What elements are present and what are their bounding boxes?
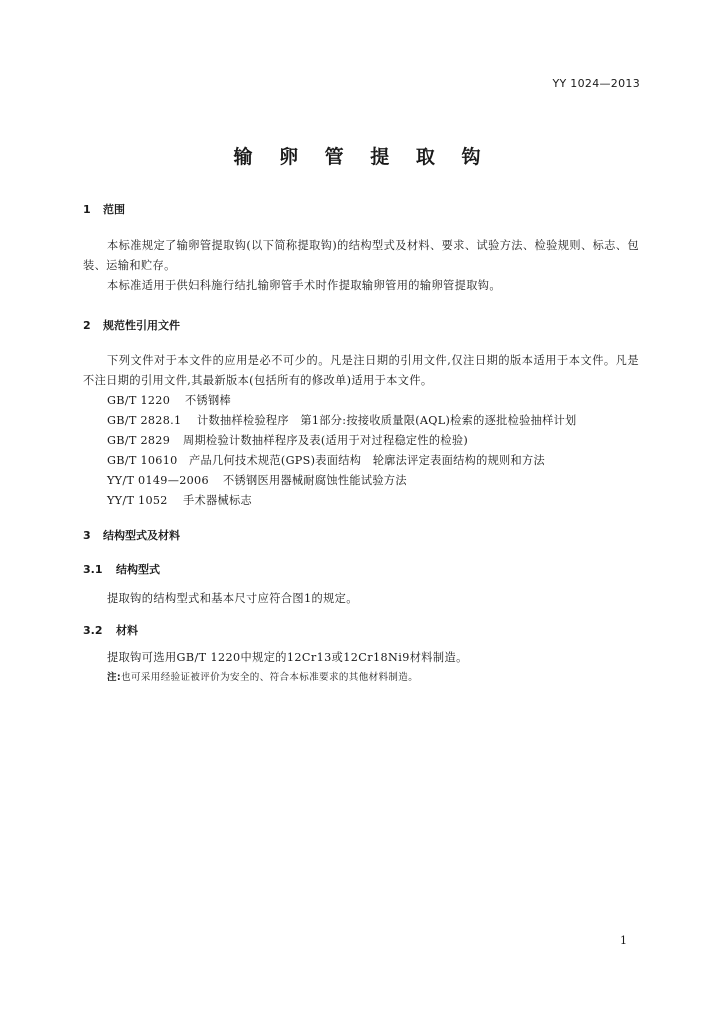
section-1-heading — [83, 201, 125, 217]
page-number: 1 — [620, 934, 627, 947]
section-1-paragraph-2: 本标准适用于供妇科施行结扎输卵管手术时作提取输卵管用的输卵管提取钩。 — [107, 279, 501, 292]
note-label: 注: — [107, 672, 122, 683]
standard-number: YY 1024—2013 — [552, 77, 640, 90]
note-text: 也可采用经验证被评价为安全的、符合本标准要求的其他材料制造。 — [121, 672, 419, 683]
section-1-paragraph-1: 本标准规定了输卵管提取钩(以下简称提取钩)的结构型式及材料、要求、试验方法、检验规则、标志、包装、运输和贮存。 — [83, 239, 639, 272]
reference-item — [107, 411, 577, 431]
section-2-heading — [83, 317, 180, 333]
reference-title: 产品几何技术规范(GPS)表面结构 轮廓法评定表面结构的规则和方法 — [189, 454, 546, 467]
reference-code: YY/T 0149—2006 — [107, 474, 209, 487]
material-note — [107, 669, 418, 683]
reference-code: GB/T 2828.1 — [107, 414, 182, 427]
reference-item — [107, 471, 407, 491]
subsection-title: 材料 — [116, 624, 138, 637]
section-title: 结构型式及材料 — [103, 529, 180, 542]
reference-code: GB/T 10610 — [107, 454, 178, 467]
reference-item — [107, 451, 545, 471]
section-3-heading — [83, 527, 180, 543]
reference-title: 计数抽样检验程序 第1部分:按接收质量限(AQL)检索的逐批检验抽样计划 — [197, 414, 577, 427]
subsection-title: 结构型式 — [116, 563, 160, 576]
section-2-intro: 下列文件对于本文件的应用是必不可少的。凡是注日期的引用文件,仅注日期的版本适用于本文件。凡是不注日期的引用文件,其最新版本(包括所有的修改单)适用于本文件。 — [83, 354, 639, 387]
reference-item — [107, 391, 231, 411]
reference-item — [107, 491, 252, 511]
subsection-number: 3.2 — [83, 624, 103, 637]
reference-code: YY/T 1052 — [107, 494, 168, 507]
section-number: 2 — [83, 319, 91, 332]
document-title: 输 卵 管 提 取 钩 — [233, 146, 491, 168]
reference-code: GB/T 2829 — [107, 434, 171, 447]
section-number: 3 — [83, 529, 91, 542]
reference-title: 不锈钢棒 — [185, 394, 231, 407]
reference-title: 手术器械标志 — [183, 494, 252, 507]
section-title: 范围 — [103, 203, 125, 216]
section-number: 1 — [83, 203, 91, 216]
reference-item — [107, 431, 468, 451]
subsection-3-1-text: 提取钩的结构型式和基本尺寸应符合图1的规定。 — [107, 592, 358, 605]
subsection-3-2-heading — [83, 622, 138, 638]
subsection-3-2-text: 提取钩可选用GB/T 1220中规定的12Cr13或12Cr18Ni9材料制造。 — [107, 651, 468, 664]
reference-title: 周期检验计数抽样程序及表(适用于对过程稳定性的检验) — [183, 434, 469, 447]
subsection-number: 3.1 — [83, 563, 103, 576]
section-title: 规范性引用文件 — [103, 319, 180, 332]
reference-title: 不锈钢医用器械耐腐蚀性能试验方法 — [223, 474, 407, 487]
subsection-3-1-heading — [83, 561, 160, 577]
reference-code: GB/T 1220 — [107, 394, 171, 407]
